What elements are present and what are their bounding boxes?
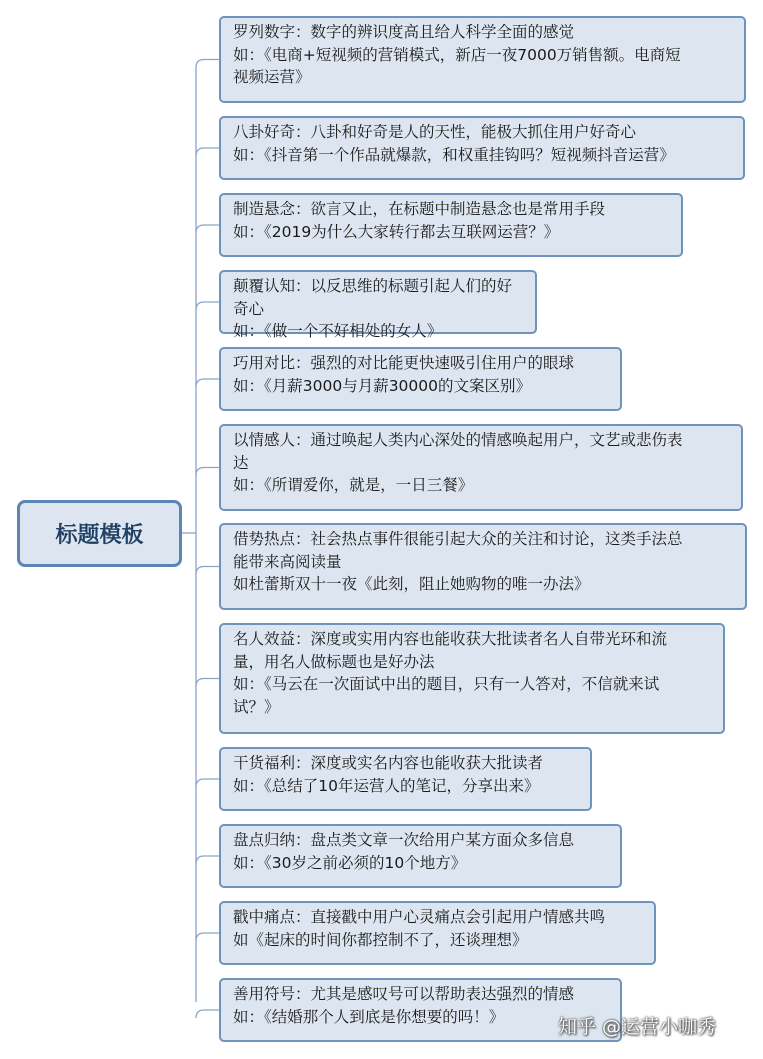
branch-connector bbox=[196, 1010, 219, 1018]
subtopic-node[interactable] bbox=[219, 523, 747, 610]
subtopic-node[interactable] bbox=[219, 347, 622, 411]
subtopic-node[interactable] bbox=[219, 747, 592, 811]
subtopic-node[interactable] bbox=[219, 424, 743, 511]
branch-connector bbox=[196, 60, 219, 68]
subtopic-text-line: 试？》 bbox=[233, 697, 280, 716]
subtopic-text-line: 如：《2019为什么大家转行都去互联网运营？》 bbox=[233, 222, 560, 241]
branch-connector bbox=[196, 302, 219, 310]
subtopic-text-line: 如：《抖音第一个作品就爆款，和权重挂钩吗？短视频抖音运营》 bbox=[233, 145, 675, 164]
subtopic-node[interactable] bbox=[219, 16, 746, 103]
subtopic-text-line: 戳中痛点：直接戳中用户心灵痛点会引起用户情感共鸣 bbox=[233, 908, 606, 926]
subtopic-text-line: 善用符号：尤其是感叹号可以帮助表达强烈的情感 bbox=[233, 985, 575, 1003]
subtopic-text-line: 如《起床的时间你都控制不了，还谈理想》 bbox=[233, 930, 528, 949]
subtopic-text-line: 借势热点：社会热点事件很能引起大众的关注和讨论，这类手法总 bbox=[233, 530, 683, 548]
subtopic-text-line: 以情感人：通过唤起人类内心深处的情感唤起用户，文艺或悲伤表 bbox=[233, 431, 683, 449]
subtopic-text-line: 八卦好奇：八卦和好奇是人的天性，能极大抓住用户好奇心 bbox=[233, 123, 637, 141]
branch-connector bbox=[196, 379, 219, 387]
subtopic-text-line: 如：《总结了10年运营人的笔记，分享出来》 bbox=[233, 776, 540, 795]
branch-connector bbox=[196, 933, 219, 941]
subtopic-node[interactable] bbox=[219, 623, 725, 734]
branch-connector bbox=[196, 779, 219, 787]
branch-connector bbox=[196, 148, 219, 156]
subtopic-node[interactable] bbox=[219, 270, 537, 340]
subtopic-node[interactable] bbox=[219, 824, 622, 888]
subtopic-node[interactable] bbox=[219, 116, 745, 180]
subtopic-text-line: 巧用对比：强烈的对比能更快速吸引住用户的眼球 bbox=[233, 354, 575, 372]
branch-connector bbox=[196, 225, 219, 233]
subtopic-text-line: 颠覆认知：以反思维的标题引起人们的好奇心 bbox=[233, 277, 513, 318]
subtopic-text-line: 量，用名人做标题也是好办法 bbox=[233, 652, 435, 671]
subtopic-text-line: 如：《月薪3000与月薪30000的文案区别》 bbox=[233, 376, 532, 395]
branch-connector bbox=[196, 468, 219, 476]
subtopic-text-line: 名人效益：深度或实用内容也能收获大批读者名人自带光环和流 bbox=[233, 630, 668, 648]
subtopic-text-line: 能带来高阅读量 bbox=[233, 552, 342, 571]
branch-connector bbox=[196, 567, 219, 575]
zhihu-watermark: 知乎 @运营小咖秀 bbox=[558, 1016, 717, 1038]
subtopic-text-line: 盘点归纳：盘点类文章一次给用户某方面众多信息 bbox=[233, 831, 575, 849]
root-topic-label: 标题模板 bbox=[55, 523, 144, 548]
branch-connector bbox=[196, 679, 219, 687]
subtopic-text-line: 如：《结婚那个人到底是你想要的吗！》 bbox=[233, 1007, 505, 1026]
subtopic-node[interactable] bbox=[219, 901, 656, 965]
subtopic-text-line: 罗列数字：数字的辨识度高且给人科学全面的感觉 bbox=[233, 23, 575, 41]
subtopic-text-line: 如杜蕾斯双十一夜《此刻，阻止她购物的唯一办法》 bbox=[233, 575, 590, 593]
subtopic-text-line: 如：《马云在一次面试中出的题目，只有一人答对，不信就来试 bbox=[233, 675, 660, 693]
branch-connector bbox=[196, 856, 219, 864]
subtopic-text-line: 制造悬念：欲言又止，在标题中制造悬念也是常用手段 bbox=[233, 200, 606, 218]
subtopic-text-line: 如：《电商+短视频的营销模式，新店一夜7000万销售额。电商短 bbox=[233, 45, 681, 64]
subtopic-text-line: 干货福利：深度或实名内容也能收获大批读者 bbox=[233, 754, 544, 772]
subtopic-text-line: 如：《做一个不好相处的女人》 bbox=[233, 322, 443, 340]
subtopic-text-line: 视频运营》 bbox=[233, 68, 311, 86]
root-topic[interactable] bbox=[17, 500, 182, 567]
subtopic-node[interactable] bbox=[219, 193, 683, 257]
subtopic-text-line: 达 bbox=[233, 453, 249, 472]
subtopic-text-line: 如：《30岁之前必须的10个地方》 bbox=[233, 853, 467, 872]
subtopic-text-line: 如：《所谓爱你，就是，一日三餐》 bbox=[233, 476, 474, 494]
